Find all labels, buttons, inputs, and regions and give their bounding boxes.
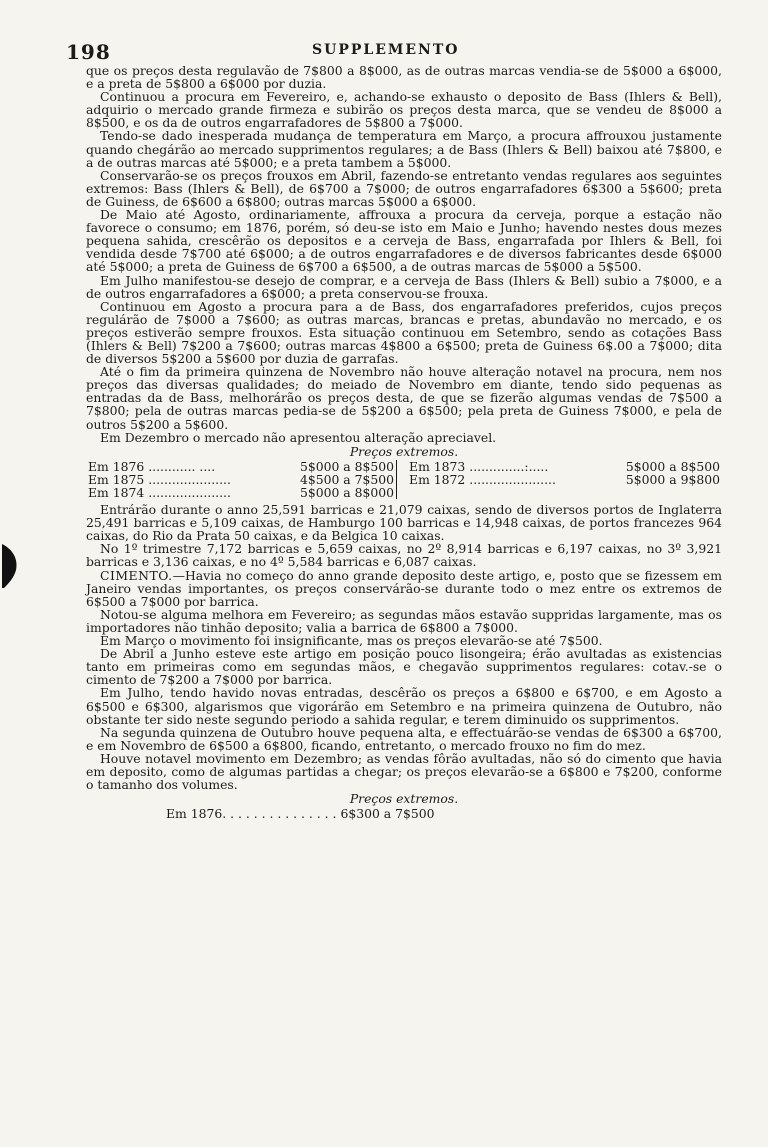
prices-heading: Preços extremos. [349, 443, 459, 459]
column-divider [397, 460, 408, 473]
price-label: Em 1876 ............ .... [88, 458, 216, 474]
paragraph: Continuou em Agosto a procura para a de Bass, dos engarrafadores preferidos, cujos preços regulárão de 7$000 a 7$600; as outras marcas, brancas e pretas, abundavão no mercado, e os preços estiverão sempre frouxos. Esta situação continuou em Setembro, sendo as cotações Bass (Ihlers & Bell) 7$200 a 7$600; outras marcas 4$800 a 6$500; preta de Guiness 6$.00 a 7$000; dita de diversos 5$200 a 5$600 por duzia de garrafas. [86, 298, 722, 367]
price-value: 5$000 a 8$500 [625, 458, 720, 474]
price-label [407, 486, 598, 499]
paragraph: De Maio até Agosto, ordinariamente, affrouxa a procura da cerveja, porque a estação não favorece o consumo; em 1876, porém, só deu-se isto em Maio e Junho; havendo nestes dous mezes pequena sahida, crescêrão os depositos e a cerveja de Bass, engarrafada por Ihlers & Bell, foi vendida desde 7$700 até 6$000; a de outros engarrafadores e de diversos fabricantes desde 6$000 até 5$000; a preta de Guiness de 6$700 a 6$500, a de outras marcas de 5$000 a 5$500. [86, 207, 722, 275]
paragraph: Em Março o movimento foi insignificante, mas os preços elevarão-se até 7$500. [100, 633, 603, 649]
paragraph: Em Julho manifestou-se desejo de comprar, e a cerveja de Bass (Ihlers & Bell) subio a 7$000, e a de outros engarrafadores a 6$000; a preta conservou-se frouxa. [86, 272, 722, 301]
column-divider [397, 473, 408, 486]
price-value: 5$000 a 8$000 [299, 485, 395, 500]
table-row [86, 486, 722, 499]
paragraph: Na segunda quinzena de Outubro houve pequena alta, e effectuárão-se vendas de 6$300 a 6$700, e em Novembro de 6$500 a 6$800, ficando, entretanto, o mercado frouxo no fim do mez. [86, 724, 722, 753]
price-label: Em 1875 ..................... [88, 471, 231, 487]
cimento-paragraph [86, 569, 722, 608]
price-value: 6$300 a 7$500 [340, 806, 435, 822]
paragraph: Houve notavel movimento em Dezembro; as vendas fôrão avultadas, não só do cimento que havia em deposito, como de algumas partidas a chegar; os preços elevarão-se a 6$800 e 7$200, conforme o tamanho dos volumes. [86, 750, 722, 793]
price-label: Em 1874 ..................... [88, 485, 231, 500]
body-text [86, 64, 722, 820]
price-table [86, 460, 722, 499]
paragraph: que os preços desta regulavão de 7$800 a 8$000, as de outras marcas vendia-se de 5$000 a 6$000, e a preta de 5$800 a 6$000 por duzia. [86, 63, 722, 92]
paragraph: Até o fim da primeira quinzena de Novembro não houve alteração notavel na procura, nem nos preços das diversas qualidades; do meiado de Novembro em diante, tendo sido pequenas as entradas da de Bass, melhorárão os preços desta, de que se fizerão algumas vendas de 7$500 a 7$800; pela de outras marcas pedia-se de 5$200 a 6$500; pela preta de Guiness 7$000, e pela de outros 5$200 a 5$600. [86, 364, 722, 432]
prices-heading: Preços extremos. [349, 791, 459, 807]
price-value: 4$500 a 7$500 [299, 471, 395, 487]
table-row [86, 460, 722, 473]
section-heading-cimento: CIMENTO. [100, 567, 173, 583]
paragraph: Tendo-se dado inesperada mudança de temperatura em Março, a procura affrouxou justamente quando chegárão ao mercado supprimentos regulares; a de Bass (Ihlers & Bell) baixou até 7$800, e a de outras marcas até 5$000; e a preta tambem a 5$000. [86, 128, 722, 170]
paragraph: Conservarão-se os preços frouxos em Abril, fazendo-se entretanto vendas regulares aos seguintes extremos: Bass (Ihlers & Bell), de 6$700 a 7$000; de outros engarrafadores 6$300 a 5$600; preta de Guiness, de 6$600 a 6$800; outras marcas 5$000 a 6$000. [86, 167, 722, 209]
price-label: Em 1876. . . . . . . . . . . . . . . [166, 806, 337, 822]
price-label: Em 1873 ..............:..... [409, 458, 549, 474]
paragraph: Notou-se alguma melhora em Fevereiro; as segundas mãos estavão suppridas largamente, mas os importadores não tinhão deposito; valia a barrica de 6$800 a 7$000. [86, 606, 722, 635]
price-label: Em 1872 ...................... [409, 471, 556, 487]
page-number: 198 [66, 40, 111, 64]
final-price-row [86, 807, 722, 820]
paragraph: No 1º trimestre 7,172 barricas e 5,659 caixas, no 2º 8,914 barricas e 6,197 caixas, no 3º 3,921 barricas e 3,136 caixas, e no 4º 5,584 barricas e 6,087 caixas. [86, 541, 722, 570]
cimento-text: —Havia no começo do anno grande deposito deste artigo, e, posto que se fizessem em Janeiro vendas importantes, os preços conservárão-se durante todo o mez entre os extremos de 6$500 a 7$000 por barrica. [86, 567, 722, 609]
ink-blot [0, 544, 18, 588]
price-value: 5$000 a 8$500 [299, 458, 395, 474]
price-value [598, 486, 722, 499]
paragraph: Em Dezembro o mercado não apresentou alteração apreciavel. [100, 429, 497, 445]
paragraph: Continuou a procura em Fevereiro, e, achando-se exhausto o deposito de Bass (Ihlers & Bell), adquirio o mercado grande firmeza e subirão os preços desta marca, que se vendeu de 8$000 a 8$500, e os da de outros engarrafadores de 5$800 a 7$000. [86, 89, 722, 131]
paragraph: Entrárão durante o anno 25,591 barricas e 21,079 caixas, sendo de diversos portos de Inglaterra 25,491 barricas e 5,109 caixas, de Hamburgo 100 barricas e 14,948 caixas, de portos francezes 964 caixas, do Rio da Prata 50 caixas, e da Belgica 10 caixas. [86, 502, 722, 544]
paragraph: De Abril a Junho esteve este artigo em posição pouco lisongeira; érão avultadas as existencias tanto em primeiras como em segundas mãos, e chegavão supprimentos regulares: cotav.-se o cimento de 7$200 a 7$000 por barrica. [86, 646, 722, 688]
running-title: SUPPLEMENTO [312, 42, 460, 58]
paragraph: Em Julho, tendo havido novas entradas, descêrão os preços a 6$800 e 6$700, e em Agosto a 6$500 e 6$300, algarismos que vigorárão em Setembro e na primeira quinzena de Outubro, não obstante ter sido neste segundo periodo a sahida regular, e terem diminuido os supprimentos. [86, 685, 722, 727]
page-header [66, 40, 722, 64]
price-value: 5$000 a 9$800 [625, 471, 720, 487]
page-content [66, 40, 722, 822]
column-divider [397, 486, 408, 499]
